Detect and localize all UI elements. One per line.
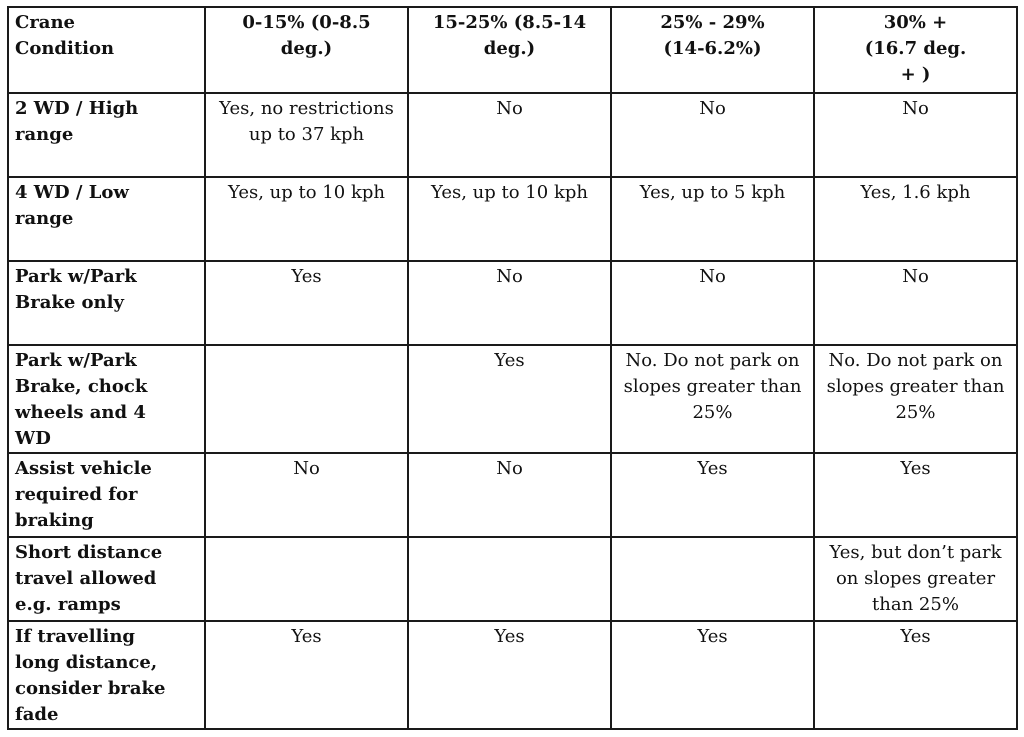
column-header-25-29: 25% - 29% (14-6.2%) <box>611 7 814 93</box>
table-cell: Yes, up to 5 kph <box>611 177 814 261</box>
row-header: Park w/Park Brake, chock wheels and 4 WD <box>8 345 205 453</box>
row-header: Assist vehicle required for braking <box>8 453 205 537</box>
column-header-30-plus: 30% + (16.7 deg. + ) <box>814 7 1017 93</box>
table-cell: Yes <box>814 453 1017 537</box>
table-cell: Yes, up to 10 kph <box>205 177 408 261</box>
table-row <box>8 537 1017 621</box>
table-cell <box>205 345 408 453</box>
table-cell: Yes, up to 10 kph <box>408 177 611 261</box>
table-cell: Yes, no restrictions up to 37 kph <box>205 93 408 177</box>
table-cell: No. Do not park on slopes greater than 25% <box>814 345 1017 453</box>
corner-header: Crane Condition <box>8 7 205 93</box>
table-cell: Yes <box>205 261 408 345</box>
table-cell: Yes <box>408 621 611 729</box>
row-header: If travelling long distance, consider brake fade <box>8 621 205 729</box>
column-header-15-25: 15-25% (8.5-14 deg.) <box>408 7 611 93</box>
row-header: Park w/Park Brake only <box>8 261 205 345</box>
table-row <box>8 93 1017 177</box>
column-header-0-15: 0-15% (0-8.5 deg.) <box>205 7 408 93</box>
table-cell: Yes <box>205 621 408 729</box>
table-cell: No. Do not park on slopes greater than 25% <box>611 345 814 453</box>
table-cell: No <box>814 261 1017 345</box>
table-row <box>8 261 1017 345</box>
table-cell: No <box>408 93 611 177</box>
table-cell <box>205 537 408 621</box>
table-cell: No <box>814 93 1017 177</box>
table-cell: No <box>611 93 814 177</box>
header-row <box>8 7 1017 93</box>
crane-slope-table <box>7 6 1018 730</box>
table-cell: No <box>611 261 814 345</box>
table-cell <box>611 537 814 621</box>
table-cell: Yes <box>611 453 814 537</box>
table-row <box>8 345 1017 453</box>
row-header: Short distance travel allowed e.g. ramps <box>8 537 205 621</box>
row-header: 2 WD / High range <box>8 93 205 177</box>
table-row <box>8 453 1017 537</box>
table-cell: Yes, but don’t park on slopes greater than 25% <box>814 537 1017 621</box>
table-cell: Yes, 1.6 kph <box>814 177 1017 261</box>
table-cell: Yes <box>408 345 611 453</box>
table-row <box>8 177 1017 261</box>
table-row <box>8 621 1017 729</box>
table-cell <box>408 537 611 621</box>
table-cell: No <box>408 453 611 537</box>
table-cell: No <box>408 261 611 345</box>
table-cell: No <box>205 453 408 537</box>
table-cell: Yes <box>814 621 1017 729</box>
table-cell: Yes <box>611 621 814 729</box>
row-header: 4 WD / Low range <box>8 177 205 261</box>
